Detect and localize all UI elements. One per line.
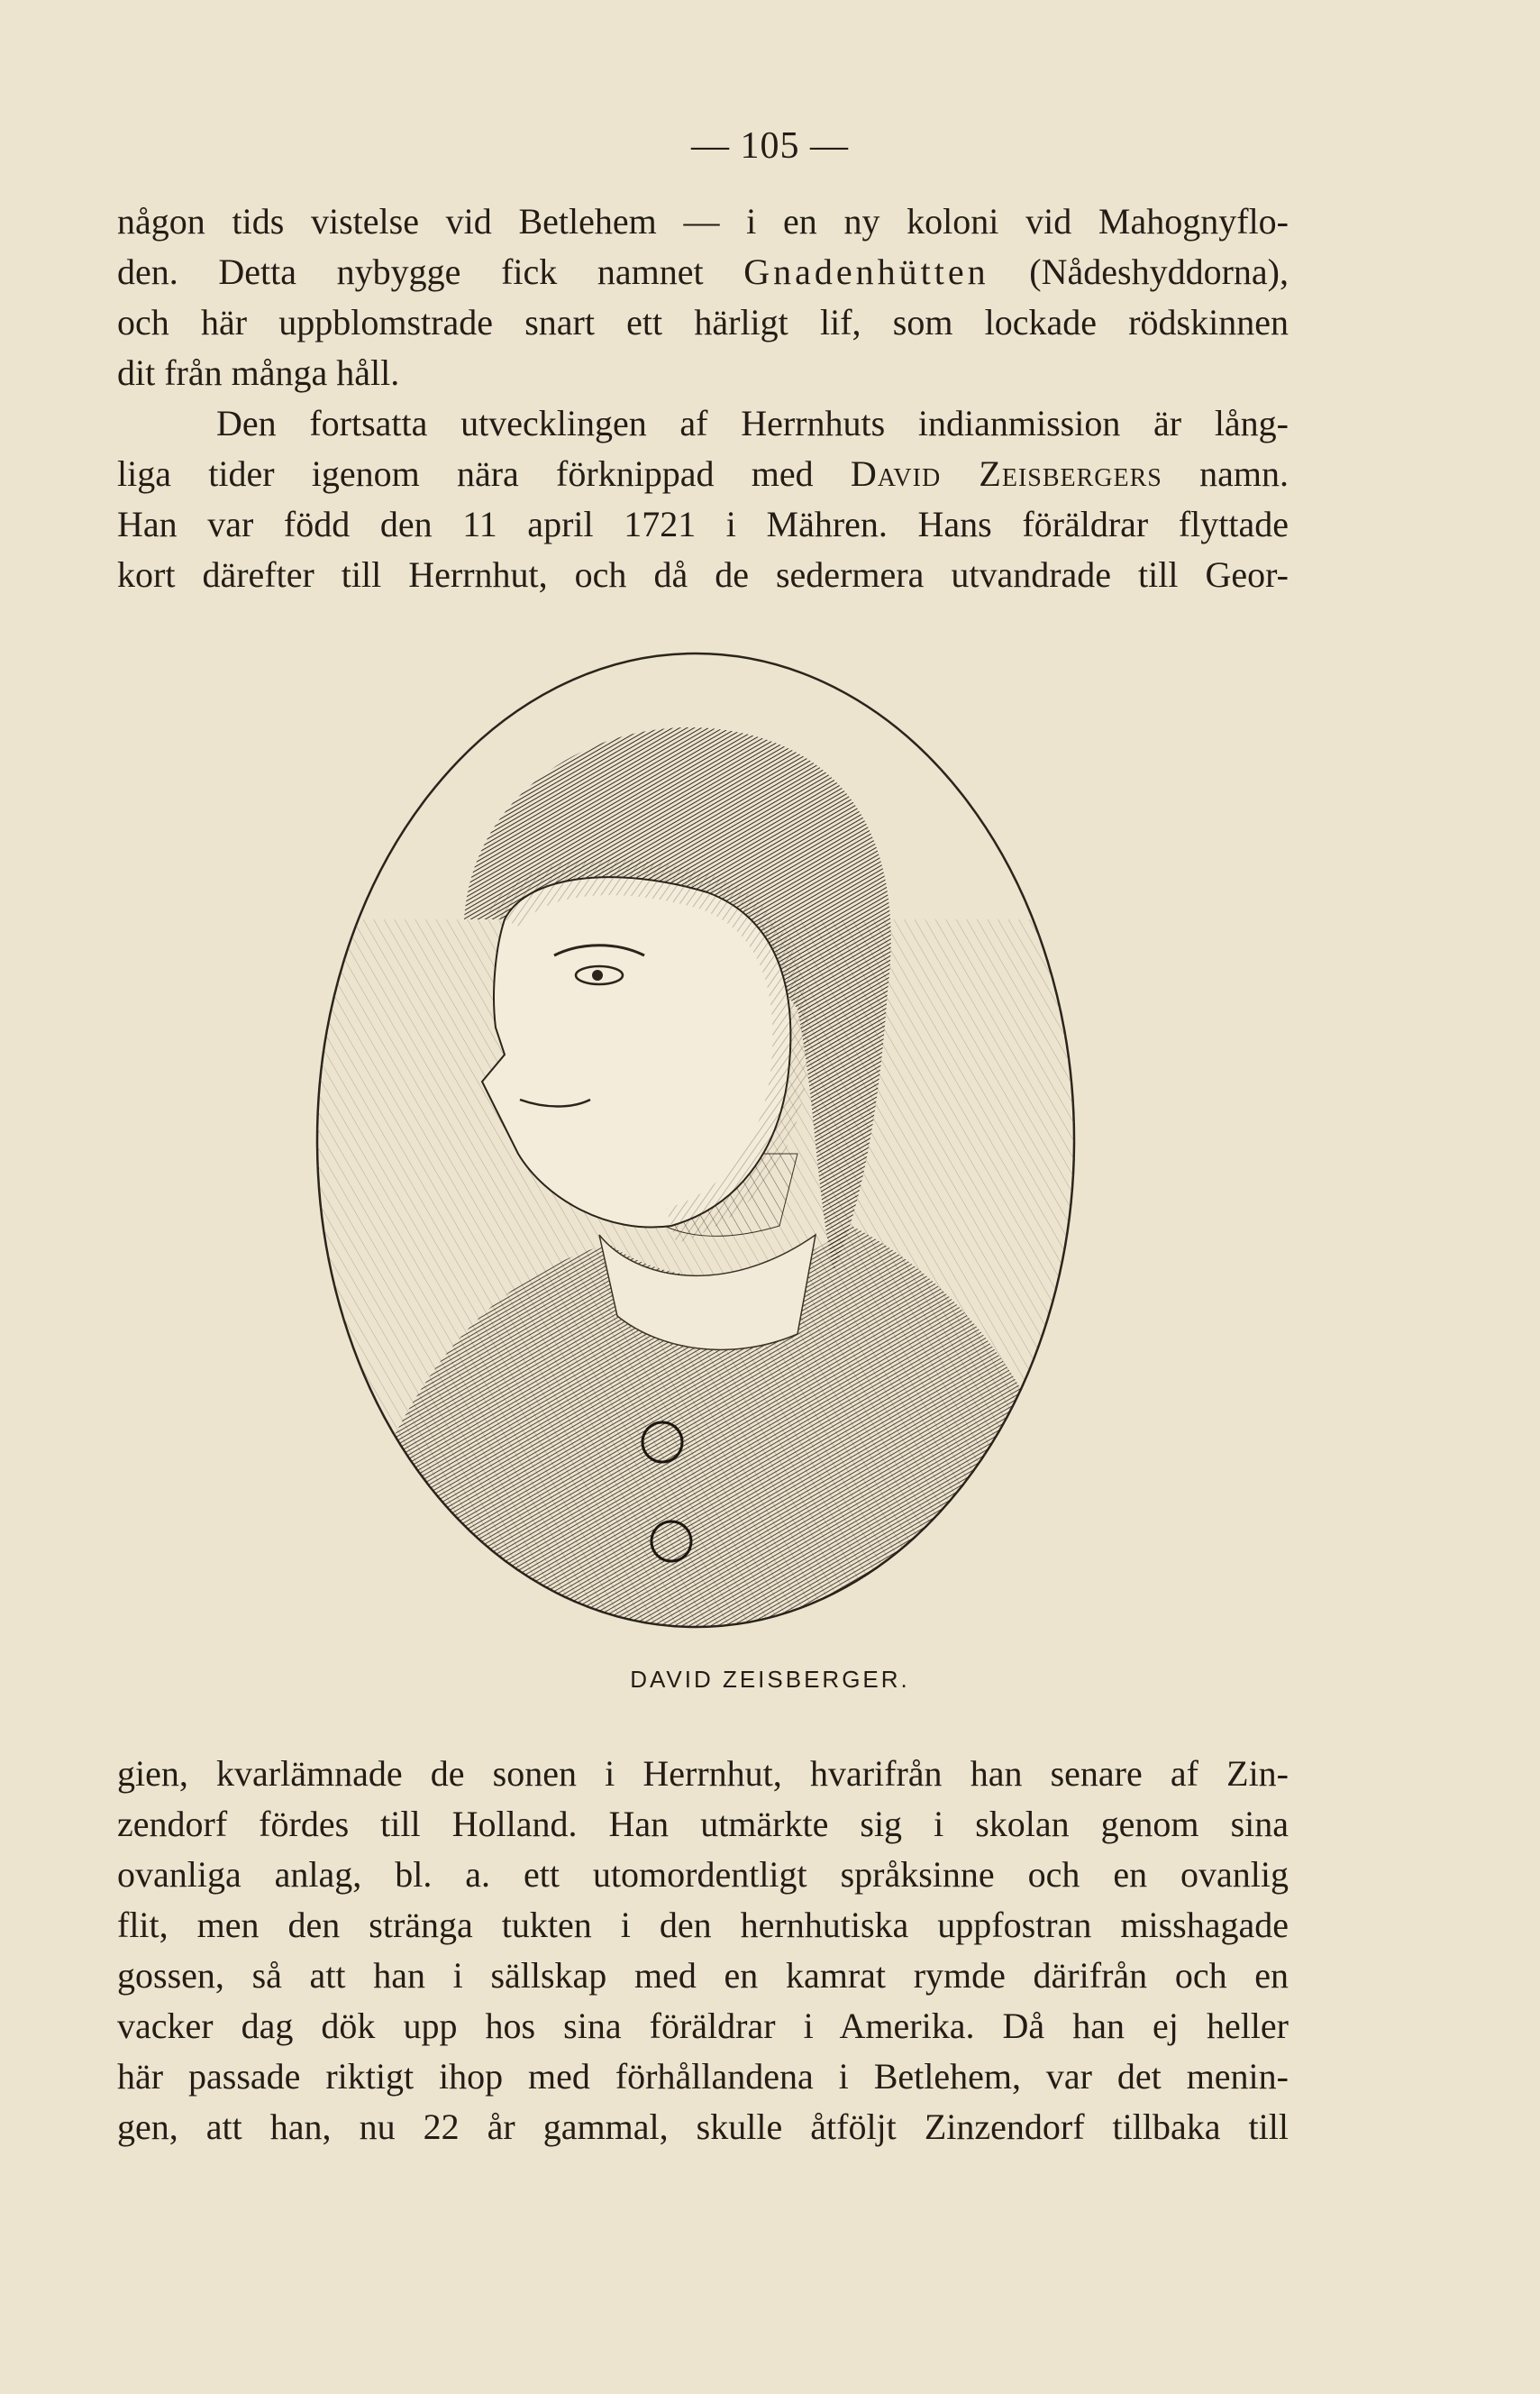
portrait-svg [311,649,1081,1631]
text-line: vacker dag dök upp hos sina föräldrar i Amerika. Då han ej heller [117,2006,1289,2046]
portrait-engraving [311,649,1081,1631]
portrait-caption: DAVID ZEISBERGER. [630,1666,910,1693]
paragraph-3 [117,1749,1289,2152]
text-line: dit från många håll. [117,352,400,393]
text-line: och här uppblomstrade snart ett härligt lif, som lockade rödskinnen [117,302,1289,343]
text-line: gossen, så att han i sällskap med en kamrat rymde därifrån och en [117,1955,1289,1996]
text-line: zendorf fördes till Holland. Han utmärkte sig i skolan genom sina [117,1804,1289,1844]
text-line: ovanliga anlag, bl. a. ett utomordentligt språksinne och en ovanlig [117,1854,1289,1895]
bottom-text-block [117,1749,1289,2152]
text-span: (Nådeshyddorna), [989,251,1289,292]
text-span: den. Detta nybygge fick namnet [117,251,744,292]
text-line: kort därefter till Herrnhut, och då de sedermera utvandrade till Geor- [117,554,1289,595]
place-name-gnadenhutten: Gnadenhütten [743,251,989,292]
text-line [117,247,1289,297]
text-line: Han var född den 11 april 1721 i Mähren. Hans föräldrar flyttade [117,504,1289,544]
text-line: flit, men den stränga tukten i den hernhutiska uppfostran misshagade [117,1905,1289,1945]
page-number: — 105 — [691,125,849,167]
person-name-zeisberger: David Zeisbergers [850,453,1162,494]
text-line [117,449,1289,499]
text-span: liga tider igenom nära förknippad med [117,453,851,494]
text-line: någon tids vistelse vid Betlehem — i en ny koloni vid Mahognyflo- [117,201,1289,242]
text-line: Den fortsatta utvecklingen af Herrnhuts indianmission är lång- [216,403,1289,443]
text-line: här passade riktigt ihop med förhållandena i Betlehem, var det menin- [117,2056,1289,2097]
paragraph-2 [117,398,1289,600]
text-span: namn. [1162,453,1289,494]
top-text-block [117,196,1289,600]
text-line: gen, att han, nu 22 år gammal, skulle åtföljt Zinzendorf tillbaka till [117,2106,1289,2147]
paragraph-1 [117,196,1289,398]
text-line: gien, kvarlämnade de sonen i Herrnhut, hvarifrån han senare af Zin- [117,1753,1289,1794]
